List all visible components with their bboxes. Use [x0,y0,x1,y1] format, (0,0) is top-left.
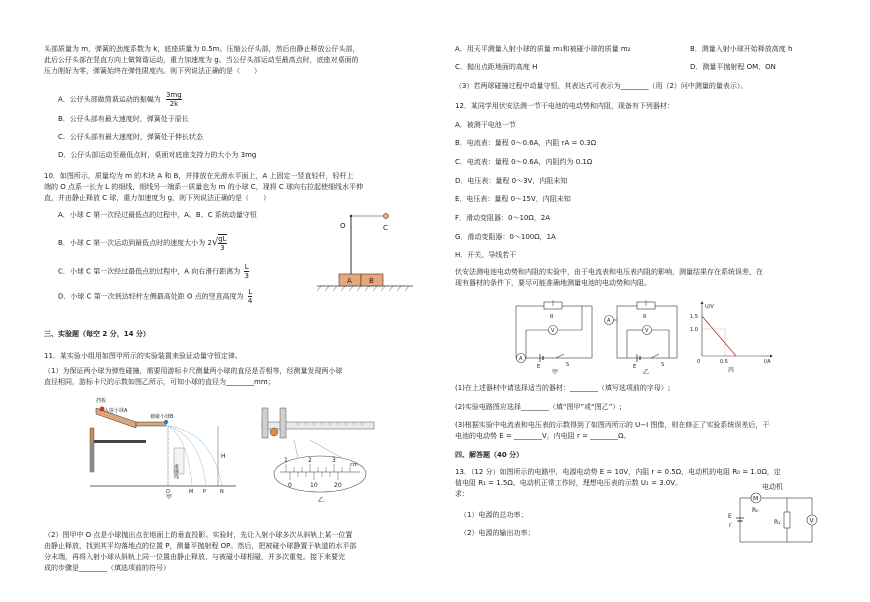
q13-line-2: 值电阻 R₁ = 1.5Ω。电动机正常工作时，理想电压表的示数 U₁ = 3.0V。 [455,479,683,487]
height-label: H [221,453,226,460]
caliper-fixed-jaw [262,408,268,438]
label-r: R [643,314,647,320]
q9-line-3: 压力刚好为零，弹簧始终在弹性限度内。则下列说法正确的是（ ） [44,67,261,75]
table-top [94,440,146,443]
sqrt-fraction [218,234,226,252]
q11-part2-line-1: （2）图甲中 O 点是小球抛出点在地面上的垂直投影。实验时，先让入射小球多次从斜轨上某一位置 [44,531,353,539]
x-tick-0-5: 0.5 [720,359,728,365]
q11-part3: （3）若两球碰撞过程中动量守恒，其表达式可表示为________（用（2）问中测量的量表示）。 [455,82,748,90]
q12-item-d: D．电压表：量程 0～3V，内阻未知 [455,177,568,185]
block-b-label: B [369,277,374,285]
q12-part1: (1)在上述器材中请选择适当的器材：________（填写选项前的字母）; [455,384,671,392]
fraction-numerator: L [248,288,253,296]
vernier-label-20: 20 [334,482,342,489]
q10-figure [315,208,415,294]
fraction-denominator: 4 [247,297,253,305]
q12-item-a: A．被测干电池一节 [455,121,516,129]
point-n: N [220,489,224,495]
q13-line-1: 13．（12 分）如图所示的电路中，电源电动势 E = 10V，内阻 r = 0.5Ω，电动机的电阻 R₀ = 1.0Ω，定 [455,468,781,476]
r1-label: R₁ [774,519,781,526]
q12-item-e: E．电压表：量程 0～15V，内阻未知 [455,195,571,203]
y-tick-1-0: 1.0 [690,327,698,333]
fraction-numerator: L [244,263,249,271]
apparatus-figure [88,398,238,501]
q13-circuit [726,482,830,550]
q9-option-a [58,91,182,108]
caption-jia: 甲 [552,369,559,376]
switch [651,354,659,358]
label-s: S [566,362,570,368]
q11-option-b: B．测量入射小球开始释放高度 h [690,45,793,53]
zoom-guide-right [310,440,342,458]
figure-caption-jia: 甲 [166,494,173,501]
q12-part3-line-1: (3)根据实验中电流表和电压表的示数得到了如图丙所示的 U−I 图像，则在修正了实验系统误差后，干 [455,421,770,429]
ball-c-label: C [383,224,388,232]
ground-hatch [317,286,409,291]
q11-stem: 11．某实验小组用如图甲所示的实验装置来验证动量守恒定律。 [44,352,242,360]
origin-label: 0 [697,359,701,365]
ui-graph-bing [688,300,778,374]
q12-desc-line-1: 伏安法测电池电动势和内阻的实验中，由于电流表和电压表内阻的影响，测量结果存在系统误差，在 [455,268,763,276]
sqrt-denominator: 3 [220,244,225,252]
q12-stem: 12．某同学用伏安法测一节干电池的电动势和内阻，现备有下列器材： [455,102,674,110]
caliper-main-beam [262,422,374,429]
fraction-denominator: 3 [244,272,249,280]
horizontal-track [136,422,166,426]
q12-part3-line-2: 电池的电动势 E = ________V，内电阻 r = ________Ω。 [455,432,631,440]
label-e: E [537,364,541,370]
internal-r-label: r [729,522,732,529]
main-scale-label-3: 3 [332,457,336,464]
zoom-guide-left [294,440,298,458]
main-scale-label-1: 1 [284,457,288,464]
label-s: S [661,362,665,368]
target-ball [164,420,168,424]
block-a-label: A [347,277,352,285]
paper-label: 重锤线 [173,464,179,479]
q10-option-b-text: B．小球 C 第一次运动到最低点时的速度大小为 2 [58,239,212,247]
ui-line [702,316,736,356]
ball-b-label: 被碰小球B [150,414,174,420]
q13-sub-1: （1）电源的总功率； [460,511,528,519]
q12-item-b: B．电流表：量程 0～0.6A，内阻 rA = 0.3Ω [455,139,597,147]
main-scale-label-2: 2 [308,457,312,464]
q11-part2-line-4: 成的步骤是________（填选项前的符号） [44,564,170,572]
q12-part2: (2)实验电路图应选择________（填“图甲”或“图乙”）; [455,403,622,411]
emf-label: E [728,513,732,520]
vernier-label-0: 0 [288,482,292,489]
fraction [248,288,252,305]
q10-option-c-text: C．小球 C 第一次经过最低点的过程中，A 向右滑行距离为 [58,267,241,276]
ball-a-label: 入射小球A [104,408,128,414]
point-o-label: O [340,222,346,230]
x-arrow [770,355,773,358]
q9-option-c: C．公仔头部有最大速度时，弹簧处于伸长状态 [58,133,203,141]
sqrt-numerator: gL [218,235,227,243]
q9-option-d: D．公仔头部运动至最低点时，桌面对底座支持力的大小为 3mg [58,151,257,159]
x-axis-label: I/A [764,359,771,365]
resistor-r1 [784,512,790,528]
fraction [244,263,248,280]
caliper-slide-jaw [280,408,286,438]
section-3-heading: 三、实验题（每空 2 分，14 分） [44,330,150,338]
q12-desc-line-2: 现有器材的条件下，要尽可能准确地测量电池的电动势和内阻。 [455,279,651,287]
label-a: A [519,356,523,362]
sqrt-sign: √ [211,237,219,248]
q11-option-c: C．抛出点距地面的高度 H [455,63,538,71]
fraction-numerator: 3mg [166,91,182,99]
switch [556,354,564,358]
caption-yi: 乙 [643,369,650,376]
circuit-jia [512,300,598,374]
q9-option-b: B．公仔头部有最大速度时，弹簧处于原长 [58,115,189,123]
q10-option-d [58,288,252,305]
figure-caption-yi: 乙 [318,497,325,504]
q12-item-f: F．滑动变阻器：0～10Ω，2A [455,214,550,222]
label-r: R [550,314,554,320]
q12-item-h: H．开关、导线若干 [455,251,517,259]
label-e: E [633,364,637,370]
q10-option-c [58,263,249,280]
motor-title: 电动机 [762,483,783,491]
q11-part2-line-3: 分末端，再将入射小球从斜轨上同一位置由静止释放，与被碰小球相碰，并多次重复。接下来要完 [44,553,345,561]
point-p: P [203,489,207,495]
q11-part1-line-2: 直径相同，游标卡尺的示数如图乙所示，可知小球的直径为________mm； [44,378,275,386]
motor-m-label: M [753,495,759,503]
q10-line-2: 端的 O 点系一长为 L 的细线，细线另一端系一质量也为 m 的小球 C，现将 C 球向右拉起使细线水平伸 [44,183,364,191]
q9-option-a-text: A．公仔头部做简谐运动的振幅为 [58,95,161,104]
table-leg [90,442,94,472]
point-o: O [166,489,170,495]
q10-option-b [58,234,227,252]
unit-label: cm [350,462,358,468]
y-tick-1-5: 1.5 [690,314,698,320]
r0-label: R₀ [752,507,759,514]
voltmeter-label: V [809,517,814,525]
pivot-point [350,215,353,218]
q11-option-a: A．用天平测量入射小球的质量 m₁和被碰小球的质量 m₂ [455,45,631,53]
circuit-yi [603,300,683,374]
section-4-heading: 四、解答题（40 分） [455,451,524,459]
fraction-denominator: 2k [169,100,179,108]
ball-c [383,213,388,218]
fraction [166,91,182,108]
caption-bing: 丙 [728,367,735,374]
q11-part1-line-1: （1）为保证两小球为弹性碰撞，需要用游标卡尺测量两小球的直径是否相等，经测量发现两小球 [44,367,343,375]
measured-ball [270,428,278,436]
point-m: M [189,489,194,495]
baffle-label: 挡板 [96,398,107,404]
q9-line-1: 头部质量为 m，弹簧的劲度系数为 k，底座质量为 0.5m。压缩公仔头部，然后由静止释放公仔头部， [44,45,360,53]
q10-option-a: A．小球 C 第一次经过最低点的过程中，A、B、C 系统动量守恒 [58,211,257,219]
y-arrow [701,301,704,304]
caliper-figure [258,404,380,504]
q13-sub-2: （2）电源的输出功率； [460,529,535,537]
q10-line-1: 10．如图所示，质量均为 m 的木块 A 和 B，并排放在光滑水平面上，A 上固定一竖直轻杆，轻杆上 [44,172,354,180]
y-axis-label: U/V [705,304,714,310]
q10-option-d-text: D．小球 C 第一次到达轻杆左侧最高处距 O 点的竖直高度为 [58,292,244,301]
q12-item-c: C．电流表：量程 0～0.6A，内阻约为 0.1Ω [455,158,593,166]
q10-line-3: 直，并由静止释放 C 球，重力加速度为 g，则下列说法正确的是（ ） [44,194,271,202]
label-a: A [607,318,611,324]
q9-line-2: 此后公仔头部在竖直方向上做简谐运动，重力加速度为 g。当公仔头部运动至最高点时，底座对桌面的 [44,56,359,64]
q11-part2-line-2: 由静止释放，找到其平均落地点的位置 P，测量平抛射程 OP。然后，把被碰小球静置于轨道的水平部 [44,542,357,550]
q12-item-g: G．滑动变阻器：0～100Ω，1A [455,233,556,241]
q11-option-d: D．测量平抛射程 OM、ON [690,63,776,71]
vernier-label-10: 10 [310,482,318,489]
q13-line-3: 求： [455,490,469,498]
label-v: V [645,328,649,334]
label-v: V [551,328,555,334]
